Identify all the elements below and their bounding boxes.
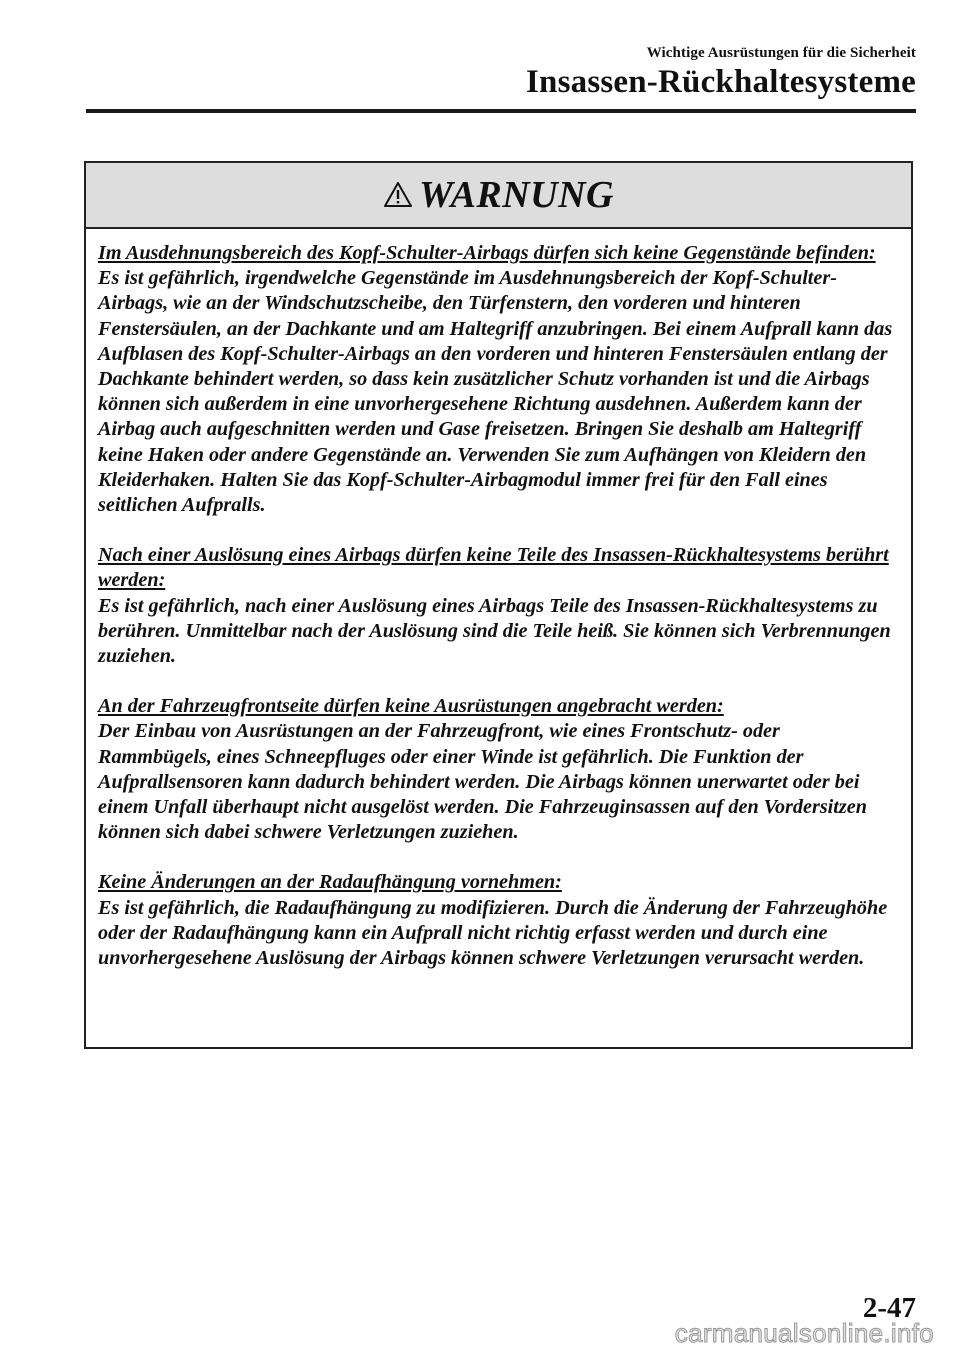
header-rule	[86, 109, 916, 113]
warning-paragraph	[98, 543, 895, 669]
warning-title: WARNUNG	[419, 174, 614, 216]
watermark-link[interactable]: carmanualsonline.info	[674, 1318, 934, 1348]
paragraph-text: Es ist gefährlich, irgendwelche Gegenstände im Ausdehnungsbereich der Kopf-Schulter-Airbags, wie an der Windschutzscheibe, den Türfenstern, den vorderen und hinteren Fenstersäulen, an der Dachkante und am Haltegriff anzubringen. Bei einem Aufprall kann das Aufblasen des Kopf-Schulter-Airbags an den vorderen und hinteren Fenstersäulen entlang der Dachkante behindert werden, so dass kein zusätzlicher Schutz vorhanden ist und die Airbags können sich außerdem in eine unvorhergesehene Richtung ausdehnen. Außerdem kann der Airbag auch aufgeschnitten werden und Gase freisetzen. Bringen Sie deshalb am Haltegriff keine Haken oder andere Gegenstände an. Verwenden Sie zum Aufhängen von Kleidern den Kleiderhaken. Halten Sie das Kopf-Schulter-Airbagmodul immer frei für den Fall eines seitlichen Aufpralls.	[98, 267, 893, 517]
page-number: 2-47	[862, 1292, 916, 1324]
paragraph-heading: An der Fahrzeugfrontseite dürfen keine Ausrüstungen angebracht werden:	[98, 695, 724, 718]
paragraph-heading: Im Ausdehnungsbereich des Kopf-Schulter-Airbags dürfen sich keine Gegenstände befinden:	[98, 242, 876, 264]
warning-header	[86, 163, 911, 229]
warning-triangle-icon	[383, 181, 413, 208]
paragraph-text: Der Einbau von Ausrüstungen an der Fahrzeugfront, wie eines Frontschutz- oder Rammbügels, eines Schneepfluges oder einer Winde ist gefährlich. Die Funktion der Aufprallsensoren kann dadurch behindert werden. Die Airbags können unerwartet oder bei einem Unfall überhaupt nicht ausgelöst werden. Die Fahrzeuginsassen auf den Vordersitzen können sich dabei schwere Verletzungen zuziehen.	[98, 720, 867, 844]
chapter-title: Insassen-Rückhaltesysteme	[525, 64, 916, 100]
warning-paragraph	[98, 694, 895, 845]
warning-paragraph	[98, 241, 895, 518]
paragraph-heading: Nach einer Auslösung eines Airbags dürfen keine Teile des Insassen-Rückhaltesystems berührt werden:	[98, 544, 889, 592]
page-header	[526, 44, 916, 100]
paragraph-text: Es ist gefährlich, die Radaufhängung zu modifizieren. Durch die Änderung der Fahrzeughöhe oder der Radaufhängung kann ein Aufprall nicht richtig erfasst werden und durch eine unvorhergesehene Auslösung der Airbags können schwere Verletzungen verursacht werden.	[98, 896, 888, 970]
warning-body	[86, 229, 911, 971]
paragraph-heading: Keine Änderungen an der Radaufhängung vornehmen:	[98, 871, 562, 894]
warning-paragraph	[98, 870, 895, 971]
paragraph-text: Es ist gefährlich, nach einer Auslösung eines Airbags Teile des Insassen-Rückhaltesystems zu berühren. Unmittelbar nach der Auslösung sind die Teile heiß. Sie können sich Verbrennungen zuziehen.	[98, 594, 891, 668]
section-title: Wichtige Ausrüstungen für die Sicherheit	[646, 45, 916, 61]
warning-box	[84, 161, 913, 1049]
